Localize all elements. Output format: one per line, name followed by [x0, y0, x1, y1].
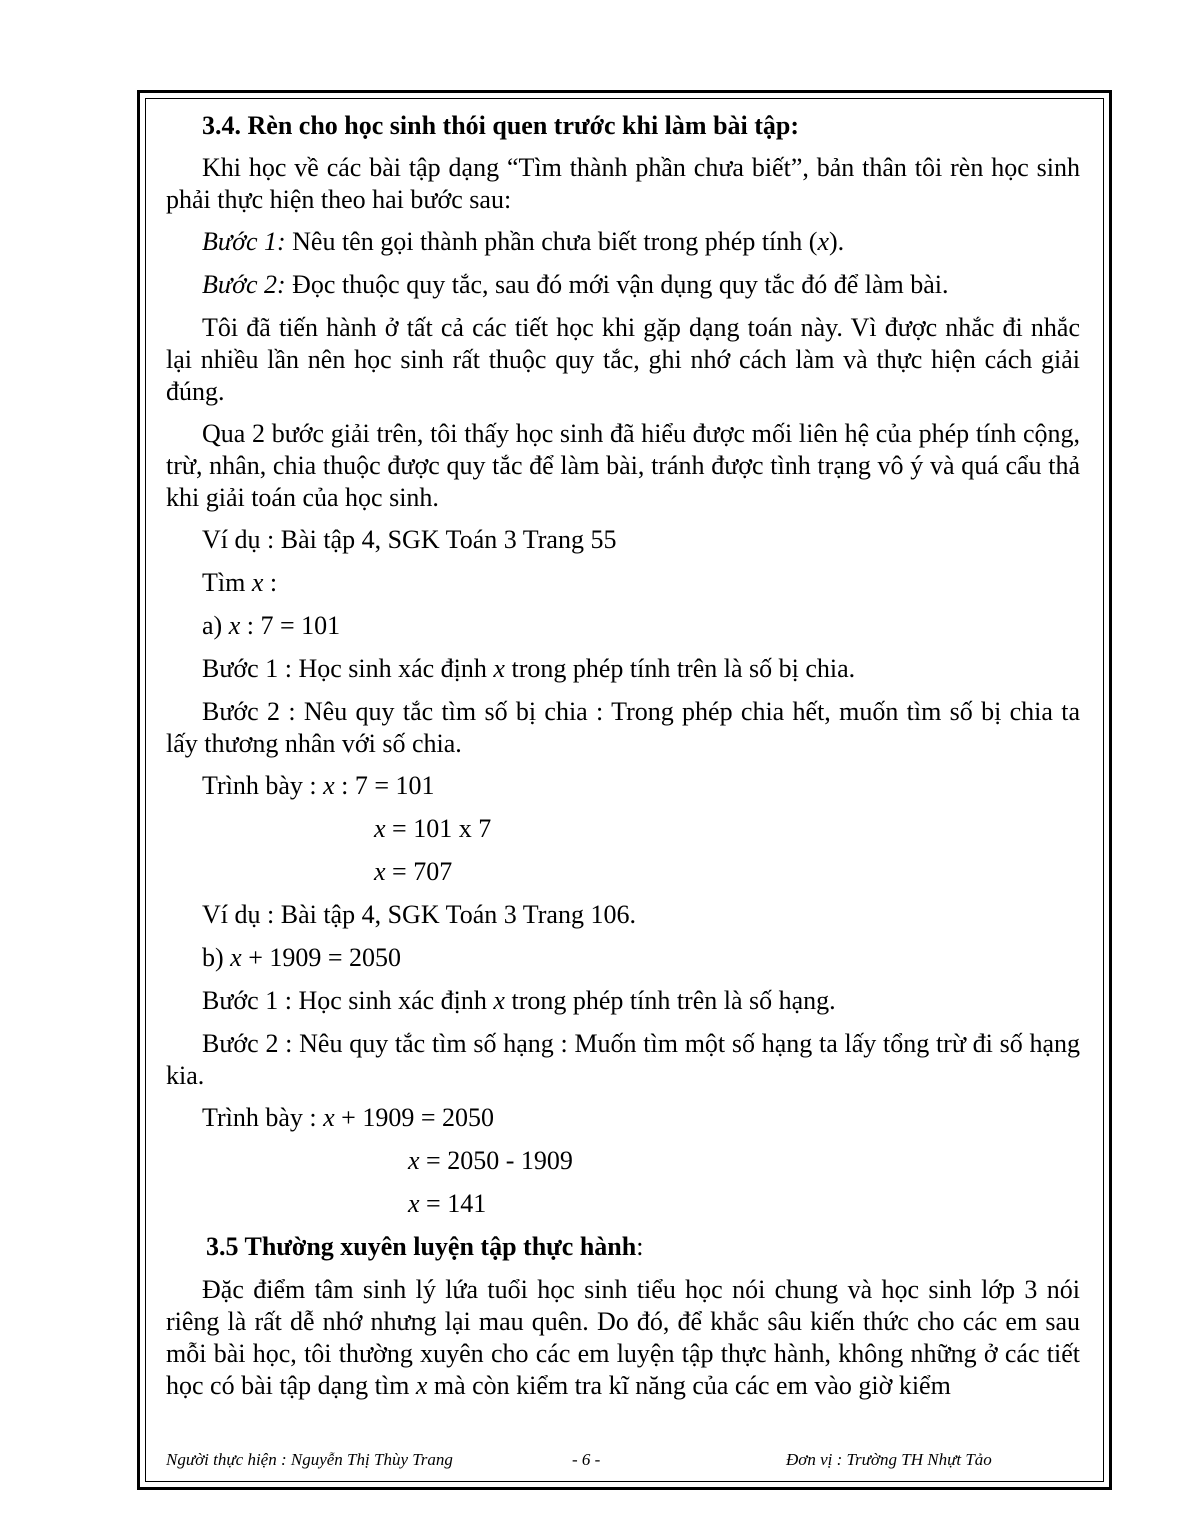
step2-instruction: Bước 2: Đọc thuộc quy tắc, sau đó mới vận dụng quy tắc đó để làm bài.: [202, 270, 949, 299]
example-a-equation-line2: x = 101 x 7: [374, 814, 492, 843]
example-a-presentation: Trình bày : x : 7 = 101: [202, 771, 435, 800]
footer-page-number: - 6 -: [572, 1450, 601, 1469]
page-footer: [166, 1450, 1080, 1472]
example-b-step2: Bước 2 : Nêu quy tắc tìm số hạng : Muốn tìm một số hạng ta lấy tổng trừ đi số hạng kia.: [166, 1029, 1080, 1090]
result-paragraph: Qua 2 bước giải trên, tôi thấy học sinh đã hiểu được mối liên hệ của phép tính cộng, trừ, nhân, chia thuộc được quy tắc để làm bài, tránh được tình trạng vô ý và quá cẩu thả khi giải toán của học sinh.: [166, 419, 1080, 512]
step1-instruction: Bước 1: Nêu tên gọi thành phần chưa biết trong phép tính (x).: [202, 227, 845, 256]
example-b-problem: b) x + 1909 = 2050: [202, 943, 402, 972]
example-a-step1: Bước 1 : Học sinh xác định x trong phép tính trên là số bị chia.: [202, 654, 856, 683]
example-a-step2: Bước 2 : Nêu quy tắc tìm số bị chia : Trong phép chia hết, muốn tìm số bị chia ta lấy thương nhân với số chia.: [166, 697, 1080, 758]
step2-label: Bước 2:: [202, 270, 286, 299]
example-b-reference: Ví dụ : Bài tập 4, SGK Toán 3 Trang 106.: [202, 900, 636, 929]
step1-label: Bước 1:: [202, 227, 286, 256]
example-b-step1: Bước 1 : Học sinh xác định x trong phép tính trên là số hạng.: [202, 986, 836, 1015]
example-a-reference: Ví dụ : Bài tập 4, SGK Toán 3 Trang 55: [202, 525, 617, 554]
example-a-equation-line3: x = 707: [374, 857, 453, 886]
document-body: [166, 106, 1080, 1412]
example-b-equation-line3: x = 141: [408, 1189, 487, 1218]
find-x-label: Tìm x :: [202, 568, 278, 597]
footer-unit: Đơn vị : Trường TH Nhựt Tảo: [786, 1450, 992, 1469]
section-35-heading: 3.5 Thường xuyên luyện tập thực hành: [206, 1232, 637, 1261]
practice-paragraph: Tôi đã tiến hành ở tất cả các tiết học khi gặp dạng toán này. Vì được nhắc đi nhắc lại nhiều lần nên học sinh rất thuộc quy tắc, ghi nhớ cách làm và thực hiện cách giải đúng.: [166, 313, 1080, 406]
section-34-heading: 3.4. Rèn cho học sinh thói quen trước khi làm bài tập:: [202, 111, 800, 140]
section-35-paragraph: Đặc điểm tâm sinh lý lứa tuổi học sinh tiểu học nói chung và học sinh lớp 3 nói riêng là rất dễ nhớ nhưng lại mau quên. Do đó, để khắc sâu kiến thức cho các em sau mỗi bài học, tôi thường xuyên cho các em luyện tập thực hành, không những ở các tiết học có bài tập dạng tìm x mà còn kiểm tra kĩ năng của các em vào giờ kiểm: [166, 1275, 1080, 1400]
example-a-problem: a) x : 7 = 101: [202, 611, 341, 640]
section-35-heading-line: 3.5 Thường xuyên luyện tập thực hành:: [206, 1232, 644, 1261]
section-34-intro: Khi học về các bài tập dạng “Tìm thành phần chưa biết”, bản thân tôi rèn học sinh phải thực hiện theo hai bước sau:: [166, 153, 1080, 214]
example-b-presentation: Trình bày : x + 1909 = 2050: [202, 1103, 494, 1132]
footer-author: Người thực hiện : Nguyễn Thị Thùy Trang: [166, 1450, 453, 1469]
example-b-equation-line2: x = 2050 - 1909: [408, 1146, 573, 1175]
